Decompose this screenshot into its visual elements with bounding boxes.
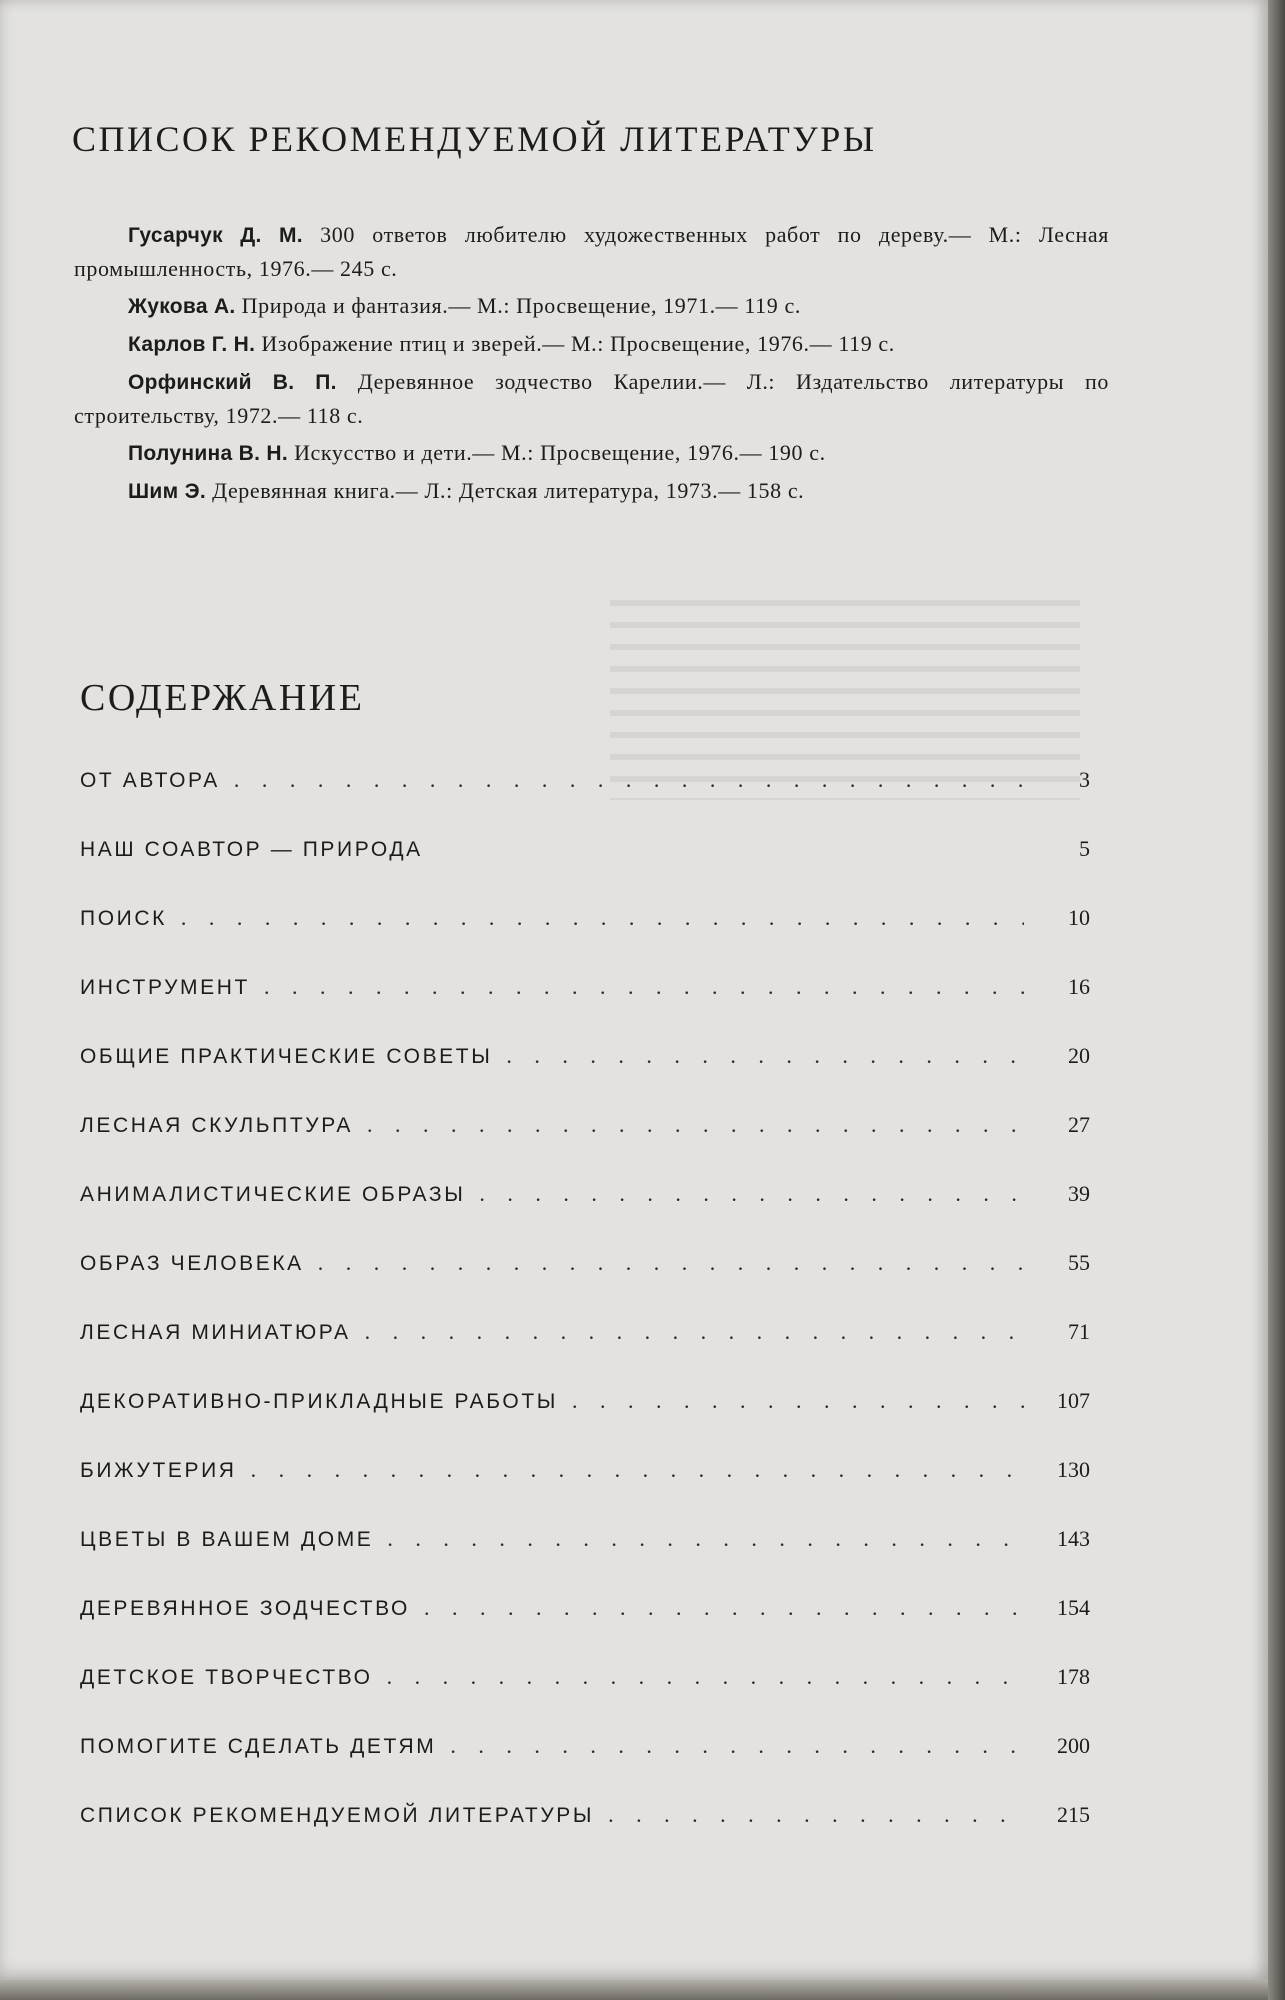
toc-item [80, 1526, 1090, 1595]
bibliography-entry [74, 289, 1109, 323]
bibliography-entry [74, 365, 1109, 432]
toc-item-label: ПОМОГИТЕ СДЕЛАТЬ ДЕТЯМ [80, 1735, 437, 1758]
toc-leader-dots [450, 1733, 1024, 1759]
toc-item-page: 55 [1068, 1250, 1090, 1275]
toc-item [80, 1388, 1090, 1457]
toc-item [80, 1595, 1090, 1664]
toc-item-label: ЛЕСНАЯ СКУЛЬПТУРА [80, 1114, 354, 1137]
toc-item-label: ДЕТСКОЕ ТВОРЧЕСТВО [80, 1666, 373, 1689]
toc-item [80, 1181, 1090, 1250]
toc-item [80, 1664, 1090, 1733]
toc-item-label: ЦВЕТЫ В ВАШЕМ ДОМЕ [80, 1528, 374, 1551]
toc-leader-dots [251, 1457, 1024, 1483]
toc-item-label: СПИСОК РЕКОМЕНДУЕМОЙ ЛИТЕРАТУРЫ [80, 1804, 595, 1827]
bibliography-text: 300 ответов любителю художественных работ по дереву.— М.: Лесная промышленность, 1976.— 245 с. [74, 222, 1109, 281]
toc-item [80, 1319, 1090, 1388]
toc-item [80, 767, 1090, 836]
toc-leader-dots [572, 1388, 1024, 1414]
bibliography-text: Искусство и дети.— М.: Просвещение, 1976.— 190 с. [287, 440, 826, 465]
bibliography-entry [74, 327, 1109, 361]
toc-item-label: ОТ АВТОРА [80, 769, 220, 792]
toc-item [80, 1112, 1090, 1181]
bibliography-text: Природа и фантазия.— М.: Просвещение, 1971.— 119 с. [235, 293, 801, 318]
toc-item-label: ИНСТРУМЕНТ [80, 976, 250, 999]
toc-item [80, 1043, 1090, 1112]
toc-item [80, 1733, 1090, 1802]
toc-item-page: 200 [1057, 1733, 1090, 1758]
toc-item-page: 5 [1079, 836, 1090, 861]
bibliography-text: Деревянная книга.— Л.: Детская литература, 1973.— 158 с. [205, 478, 805, 503]
toc-item-label: ОБЩИЕ ПРАКТИЧЕСКИЕ СОВЕТЫ [80, 1045, 493, 1068]
toc-leader-dots [318, 1250, 1024, 1276]
toc-item-label: БИЖУТЕРИЯ [80, 1459, 237, 1482]
toc-item-page: 71 [1068, 1319, 1090, 1344]
bibliography-author: Полунина В. Н. [128, 442, 288, 465]
toc-item-label: ОБРАЗ ЧЕЛОВЕКА [80, 1252, 304, 1275]
toc-item-page: 215 [1057, 1802, 1090, 1827]
toc-item [80, 1457, 1090, 1526]
toc-item-page: 27 [1068, 1112, 1090, 1137]
toc-item [80, 836, 1090, 905]
book-page-bottom-edge [0, 1980, 1268, 2000]
toc-item [80, 974, 1090, 1043]
toc-leader-dots [181, 905, 1024, 931]
bibliography-entry [74, 218, 1109, 285]
bibliography-author: Гусарчук Д. М. [128, 224, 303, 247]
bibliography-entry [74, 436, 1109, 470]
toc-item-page: 130 [1057, 1457, 1090, 1482]
toc-item-page: 39 [1068, 1181, 1090, 1206]
toc-item [80, 1802, 1090, 1871]
toc-item-label: НАШ СОАВТОР — ПРИРОДА [80, 838, 423, 861]
book-page-edge [1268, 0, 1285, 2000]
toc-item-label: ЛЕСНАЯ МИНИАТЮРА [80, 1321, 351, 1344]
toc-item-page: 10 [1068, 905, 1090, 930]
toc-leader-dots [608, 1802, 1024, 1828]
toc-leader-dots [367, 1112, 1024, 1138]
bibliography-author: Карлов Г. Н. [128, 333, 256, 356]
bibliography-list [74, 218, 1109, 512]
toc-leader-dots [479, 1181, 1024, 1207]
bibliography-author: Жукова А. [128, 295, 236, 318]
toc-leader-dots [387, 1664, 1024, 1690]
bibliography-entry [74, 474, 1109, 508]
toc-leader-dots [424, 1595, 1024, 1621]
toc-leader-dots [387, 1526, 1024, 1552]
toc-leader-dots [264, 974, 1024, 1000]
toc-item-page: 20 [1068, 1043, 1090, 1068]
toc-leader-dots [234, 767, 1024, 793]
toc-item [80, 905, 1090, 974]
bibliography-author: Орфинский В. П. [128, 371, 337, 394]
bibliography-title: СПИСОК РЕКОМЕНДУЕМОЙ ЛИТЕРАТУРЫ [72, 119, 877, 159]
toc-item-page: 178 [1057, 1664, 1090, 1689]
toc-item-page: 154 [1057, 1595, 1090, 1620]
toc-leader-dots [506, 1043, 1024, 1069]
contents-title: СОДЕРЖАНИЕ [80, 677, 365, 719]
table-of-contents [80, 767, 1090, 1871]
bibliography-text: Изображение птиц и зверей.— М.: Просвещение, 1976.— 119 с. [255, 331, 895, 356]
toc-item-page: 3 [1079, 767, 1090, 792]
toc-item-label: ДЕРЕВЯННОЕ ЗОДЧЕСТВО [80, 1597, 410, 1620]
toc-item-page: 107 [1057, 1388, 1090, 1413]
toc-leader-dots [365, 1319, 1024, 1345]
toc-item-page: 143 [1057, 1526, 1090, 1551]
toc-item-label: ПОИСК [80, 907, 167, 930]
bibliography-author: Шим Э. [128, 480, 206, 503]
toc-item-label: АНИМАЛИСТИЧЕСКИЕ ОБРАЗЫ [80, 1183, 466, 1206]
toc-item-page: 16 [1068, 974, 1090, 999]
toc-item [80, 1250, 1090, 1319]
bibliography-text: Деревянное зодчество Карелии.— Л.: Издательство литературы по строительству, 1972.— 118 с. [74, 369, 1109, 428]
toc-item-label: ДЕКОРАТИВНО-ПРИКЛАДНЫЕ РАБОТЫ [80, 1390, 558, 1413]
